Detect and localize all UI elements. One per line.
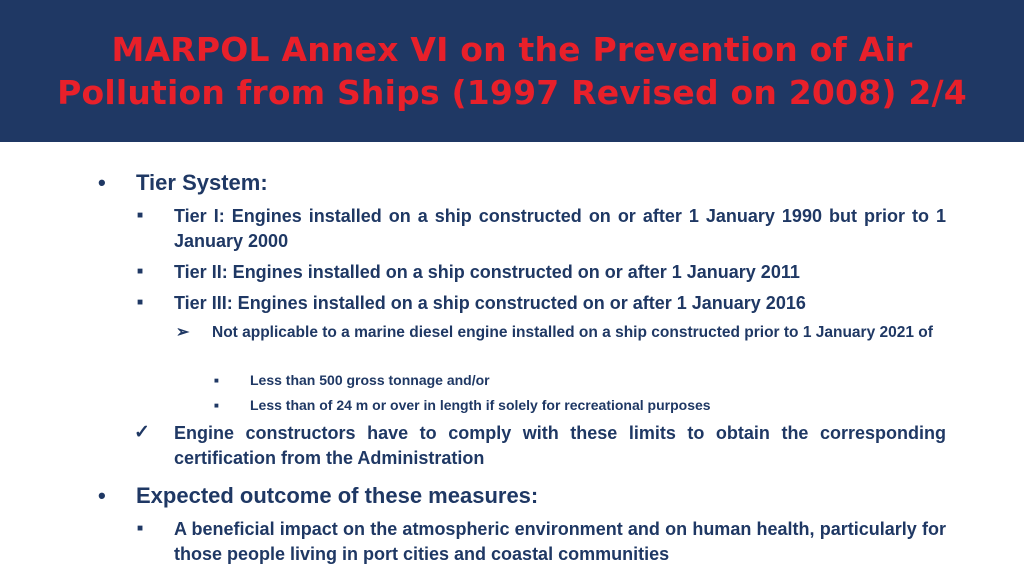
title-bar	[0, 0, 1024, 142]
bullet-text: Tier I: Engines installed on a ship constructed on or after 1 January 1990 but prior to 1 January 2000	[174, 206, 946, 251]
bullet-dot-icon: •	[98, 170, 106, 195]
bullet-text: Not applicable to a marine diesel engine installed on a ship constructed prior to 1 January 2021 of	[212, 324, 933, 341]
bullet-text: A beneficial impact on the atmospheric environment and on human health, particularly for those people living in port cities and coastal communities	[174, 519, 946, 564]
slide-title-line-1: MARPOL Annex VI on the Prevention of Air	[111, 30, 913, 69]
bullet-text: Engine constructors have to comply with these limits to obtain the corresponding certification from the Administration	[174, 423, 946, 468]
bullet-text: Tier III: Engines installed on a ship constructed on or after 1 January 2016	[174, 293, 806, 313]
arrow-bullet-icon: ➢	[176, 324, 190, 341]
bullet-text: Tier System:	[136, 170, 268, 195]
slide-title	[12, 28, 1012, 114]
square-bullet-icon: ■	[137, 266, 144, 277]
slide-title-line-2: Pollution from Ships (1997 Revised on 2008) 2/4	[57, 73, 967, 112]
square-bullet-icon: ■	[137, 297, 144, 308]
check-icon: ✓	[134, 422, 150, 443]
square-bullet-icon: ■	[214, 401, 219, 410]
bullet-text: Tier II: Engines installed on a ship constructed on or after 1 January 2011	[174, 262, 800, 282]
bullet-text: Less than of 24 m or over in length if solely for recreational purposes	[250, 397, 711, 413]
square-bullet-icon: ■	[214, 376, 219, 385]
bullet-dot-icon: •	[98, 483, 106, 508]
bullet-text: Expected outcome of these measures:	[136, 483, 539, 508]
square-bullet-icon: ■	[137, 523, 144, 534]
square-bullet-icon: ■	[137, 210, 144, 221]
bullet-text: Less than 500 gross tonnage and/or	[250, 372, 490, 388]
